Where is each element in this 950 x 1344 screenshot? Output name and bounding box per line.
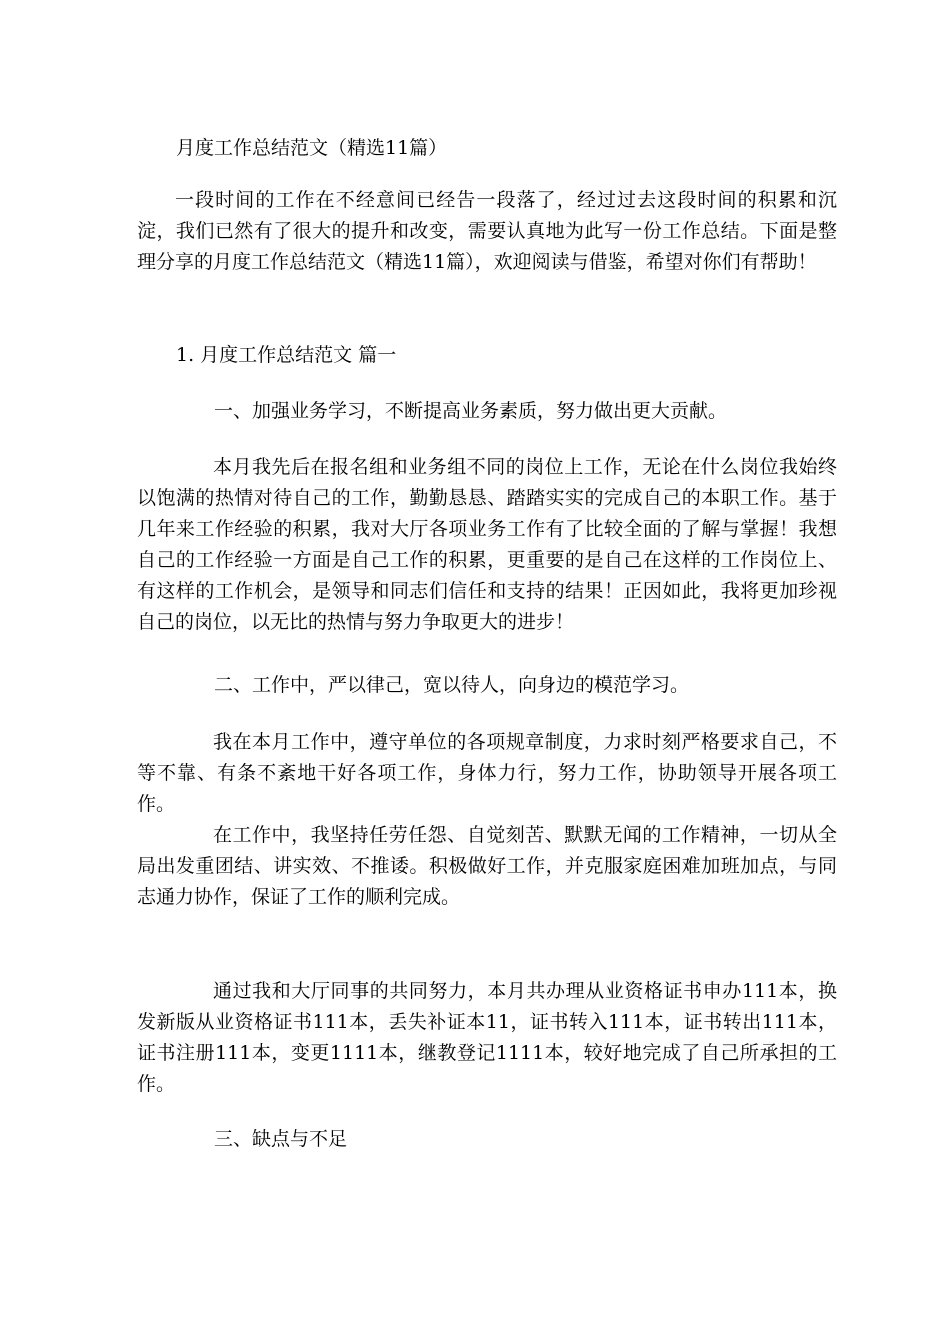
document-title: 月度工作总结范文（精选11篇） [176, 137, 448, 159]
section-title: 1. 月度工作总结范文 篇一 [176, 344, 397, 366]
heading-1: 一、加强业务学习，不断提高业务素质，努力做出更大贡献。 [214, 400, 728, 422]
heading-3: 三、缺点与不足 [214, 1128, 348, 1150]
paragraph-2: 我在本月工作中，遵守单位的各项规章制度，力求时刻严格要求自己，不等不靠、有条不紊地干好各项工作，身体力行，努力工作，协助领导开展各项工作。 [137, 731, 837, 815]
heading-2: 二、工作中，严以律己，宽以待人，向身边的模范学习。 [214, 674, 690, 696]
paragraph-1: 本月我先后在报名组和业务组不同的岗位上工作，无论在什么岗位我始终以饱满的热情对待自己的工作，勤勤恳恳、踏踏实实的完成自己的本职工作。基于几年来工作经验的积累，我对大厅各项业务工作有了比较全面的了解与掌握！我想自己的工作经验一方面是自己工作的积累，更重要的是自己在这样的工作岗位上、有这样的工作机会，是领导和同志们信任和支持的结果！正因如此，我将更加珍视自己的岗位，以无比的热情与努力争取更大的进步！ [137, 456, 837, 633]
paragraph-4: 通过我和大厅同事的共同努力，本月共办理从业资格证书申办111本，换发新版从业资格证书111本，丢失补证本11，证书转入111本，证书转出111本，证书注册111本，变更1111本，继教登记1111本，较好地完成了自己所承担的工作。 [137, 980, 837, 1095]
intro-paragraph: 一段时间的工作在不经意间已经告一段落了，经过过去这段时间的积累和沉淀，我们已然有了很大的提升和改变，需要认真地为此写一份工作总结。下面是整理分享的月度工作总结范文（精选11篇），欢迎阅读与借鉴，希望对你们有帮助！ [137, 189, 837, 273]
paragraph-3: 在工作中，我坚持任劳任怨、自觉刻苦、默默无闻的工作精神，一切从全局出发重团结、讲实效、不推诿。积极做好工作，并克服家庭困难加班加点，与同志通力协作，保证了工作的顺利完成。 [137, 824, 837, 908]
